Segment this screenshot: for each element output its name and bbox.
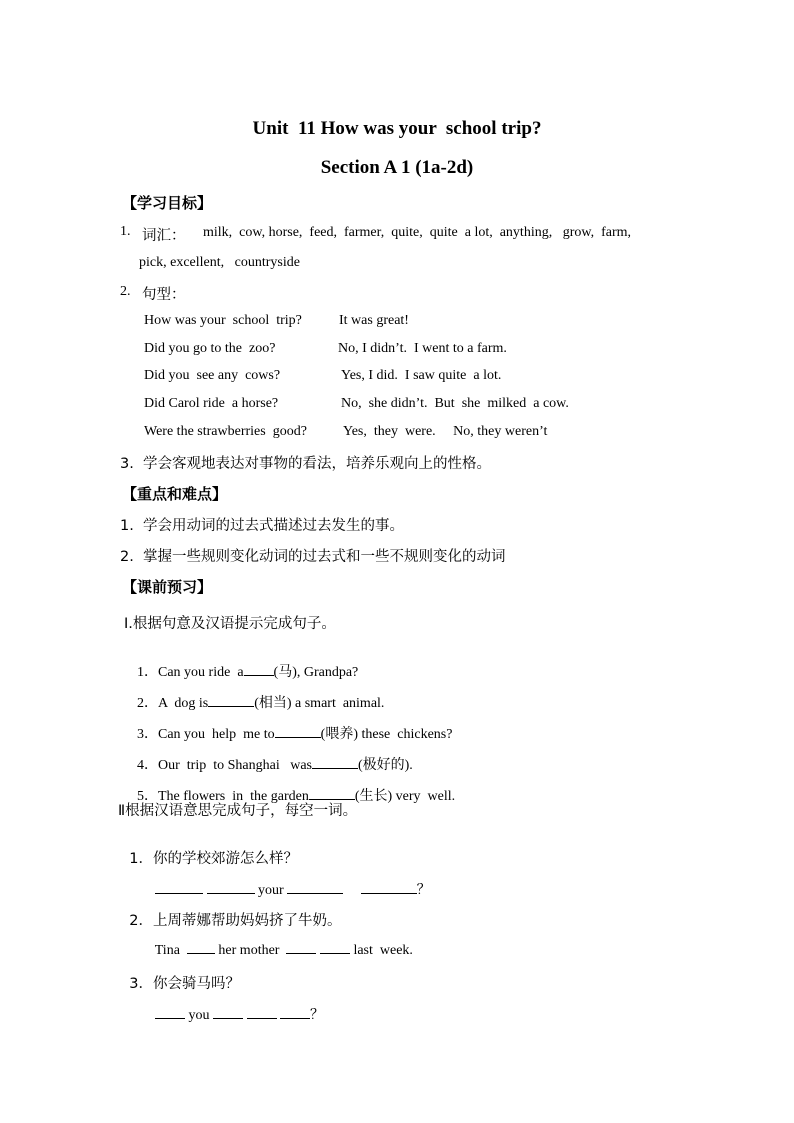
answer-blank[interactable]	[187, 941, 215, 954]
item-text: Can you ride a	[158, 665, 244, 680]
answer-blank[interactable]	[213, 1006, 243, 1019]
part-1-title: Ⅰ.根据句意及汉语提示完成句子。	[124, 616, 336, 632]
translation-answer-line	[148, 925, 413, 959]
item-number: 1．	[137, 665, 158, 680]
pattern-question: Were the strawberries good?	[144, 424, 307, 439]
goal-1-label: 词汇：	[142, 228, 186, 244]
item-number: 2．	[137, 696, 158, 711]
item-number: 2．	[129, 913, 153, 929]
key-point-1: 1. 学会用动词的过去式描述过去发生的事。	[120, 518, 405, 534]
given-word: last week.	[353, 943, 413, 958]
goal-3: 3. 学会客观地表达对事物的看法，培养乐观向上的性格。	[120, 456, 492, 472]
item-text: Can you help me to	[158, 727, 275, 742]
given-word: Tina	[154, 943, 180, 958]
goal-2-label: 句型：	[142, 287, 186, 303]
item-hint: (极好的).	[357, 758, 413, 773]
pattern-answer: Yes, they were. No, they weren’t	[343, 424, 548, 439]
key-point-2: 2. 掌握一些规则变化动词的过去式和一些不规则变化的动词	[120, 549, 506, 565]
answer-blank[interactable]	[286, 941, 316, 954]
given-word: you	[188, 1008, 210, 1023]
item-number: 3．	[137, 727, 158, 742]
question-mark: ？	[310, 1008, 324, 1023]
part-2-title: Ⅱ根据汉语意思完成句子，每空一词。	[118, 803, 358, 819]
answer-blank[interactable]	[361, 881, 417, 894]
item-number: 5．	[137, 789, 158, 804]
goal-1-vocabulary-cont: pick, excellent, countryside	[139, 255, 300, 270]
item-chinese: 上周蒂娜帮助妈妈挤了牛奶。	[152, 913, 342, 929]
section-heading-key-points: 【重点和难点】	[122, 485, 228, 503]
item-text: Our trip to Shanghai was	[158, 758, 312, 773]
pattern-question: Did you see any cows?	[144, 368, 281, 383]
item-hint: (喂养) these chickens?	[320, 727, 453, 742]
translation-answer-line	[148, 988, 324, 1024]
item-text: A dog is	[158, 696, 209, 711]
answer-blank[interactable]	[280, 1006, 310, 1019]
page-subtitle: Section A 1 (1a-2d)	[320, 157, 474, 178]
goal-1-number: 1.	[120, 224, 131, 239]
answer-blank[interactable]	[244, 663, 274, 676]
item-number: 1．	[129, 851, 153, 867]
item-chinese: 你的学校郊游怎么样？	[152, 851, 298, 867]
goal-2-number: 2.	[120, 284, 131, 299]
pattern-answer: Yes, I did. I saw quite a lot.	[341, 368, 502, 383]
answer-blank[interactable]	[275, 725, 321, 738]
section-heading-preview: 【课前预习】	[122, 578, 213, 596]
answer-blank[interactable]	[312, 756, 358, 769]
pattern-question: Did you go to the zoo?	[144, 341, 276, 356]
answer-blank[interactable]	[155, 1006, 185, 1019]
section-heading-goals: 【学习目标】	[122, 194, 213, 212]
item-hint: (生长) very well.	[354, 789, 456, 804]
item-text: The flowers in the garden	[158, 789, 309, 804]
item-number: 4．	[137, 758, 158, 773]
goal-1-vocabulary: milk, cow, horse, feed, farmer, quite, quite a lot, anything, grow, farm,	[203, 225, 632, 240]
item-hint: (马), Grandpa?	[273, 665, 359, 680]
answer-blank[interactable]	[247, 1006, 277, 1019]
item-hint: (相当) a smart animal.	[254, 696, 385, 711]
pattern-question: Did Carol ride a horse?	[144, 396, 279, 411]
question-mark: ？	[416, 883, 431, 898]
item-number: 3．	[129, 976, 153, 992]
page-title: Unit 11 How was your school trip?	[252, 118, 542, 139]
pattern-answer: No, I didn’t. I went to a farm.	[338, 341, 507, 356]
item-chinese: 你会骑马吗？	[152, 976, 240, 992]
given-word: your	[258, 883, 284, 898]
answer-blank[interactable]	[320, 941, 350, 954]
pattern-answer: No, she didn’t. But she milked a cow.	[341, 396, 569, 411]
given-word: her mother	[218, 943, 280, 958]
pattern-answer: It was great!	[339, 313, 409, 328]
pattern-question: How was your school trip?	[144, 313, 302, 328]
answer-blank[interactable]	[208, 694, 254, 707]
